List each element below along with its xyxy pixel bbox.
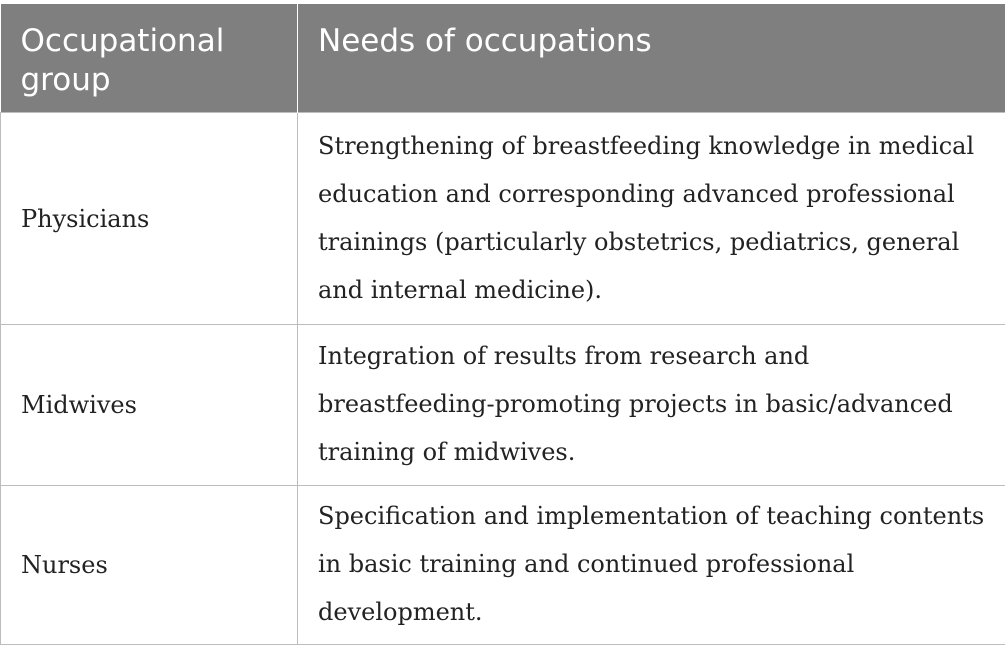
cell-occupational-group: Physicians: [1, 113, 298, 325]
header-occupational-group: Occupational group: [1, 4, 298, 113]
table-row: [1, 325, 1005, 486]
table-body: [1, 113, 1005, 645]
table-header: [1, 4, 1005, 113]
occupations-table: [0, 4, 1005, 645]
cell-occupational-group: Nurses: [1, 486, 298, 645]
cell-needs: Integration of results from research and breastfeeding-promoting projects in basic/advanced training of midwives.: [298, 325, 1005, 486]
table-row: [1, 486, 1005, 645]
cell-occupational-group: Midwives: [1, 325, 298, 486]
header-needs-of-occupations: Needs of occupations: [298, 4, 1005, 113]
cell-needs: Specification and implementation of teaching contents in basic training and continued professional development.: [298, 486, 1005, 645]
header-row: [1, 4, 1005, 113]
table-row: [1, 113, 1005, 325]
cell-needs: Strengthening of breastfeeding knowledge in medical education and corresponding advanced professional trainings (particularly obstetrics, pediatrics, general and internal medicine).: [298, 113, 1005, 325]
